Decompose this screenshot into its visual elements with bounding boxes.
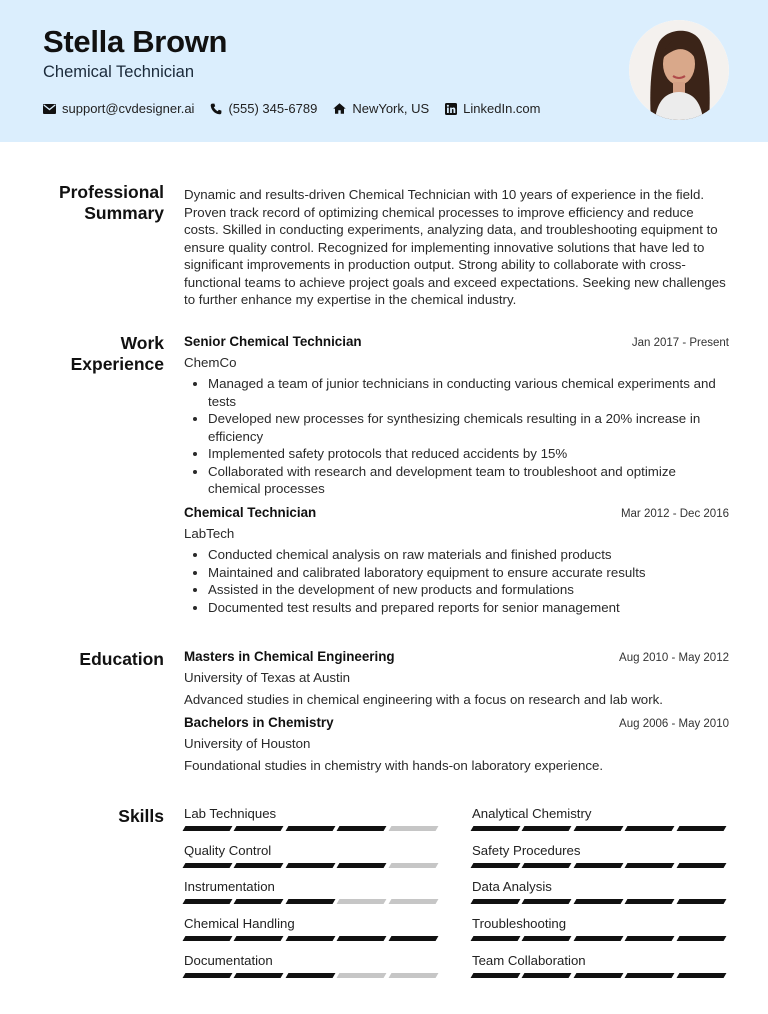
skill-item <box>184 916 441 941</box>
skill-name: Analytical Chemistry <box>472 806 592 821</box>
experience-label-line2: Experience <box>70 354 164 374</box>
list-item: • Managed a team of junior technicians in conducting various chemical experiments and tests <box>208 375 729 410</box>
skill-segment-filled <box>337 863 387 868</box>
skill-segment-filled <box>337 936 387 941</box>
skill-level-bar <box>472 936 729 941</box>
skill-item <box>184 843 441 868</box>
skill-segment-filled <box>337 826 387 831</box>
skill-segment-filled <box>625 973 675 978</box>
linkedin-icon <box>445 103 457 115</box>
home-icon <box>333 103 346 114</box>
skill-segment-filled <box>285 826 335 831</box>
job-title-heading: Chemical Technician <box>43 63 195 81</box>
envelope-icon <box>43 104 56 114</box>
skill-segment-filled <box>183 863 233 868</box>
skill-segment-filled <box>522 826 572 831</box>
header-banner <box>0 0 768 142</box>
contact-phone-text: (555) 345-6789 <box>228 101 318 116</box>
education-section-label: Education <box>79 649 164 669</box>
skill-segment-filled <box>573 863 623 868</box>
skill-segment-filled <box>522 973 572 978</box>
list-item: • Developed new processes for synthesizing chemicals resulting in a 20% increase in efficiency <box>208 410 729 445</box>
skill-segment-filled <box>573 973 623 978</box>
skill-item <box>472 879 729 904</box>
list-item: • Conducted chemical analysis on raw materials and finished products <box>208 546 729 564</box>
degree-title: Masters in Chemical Engineering <box>184 649 395 664</box>
summary-text: Dynamic and results-driven Chemical Technician with 10 years of experience in the field. Proven track record of optimizing chemical processes to improve efficiency and reduce costs. Skilled in conducting experiments, analyzing data, and troubleshooting equipment to ensure quality control. Recognized for implementing innovative solutions that have led to significant improvements in production output. Strong ability to collaborate with cross-functional teams to achieve project goals and exceed expectations. Seeking new challenges to further enhance my expertise in the chemical industry. <box>184 187 726 307</box>
skill-segment-empty <box>388 863 438 868</box>
skill-segment-filled <box>625 899 675 904</box>
skill-name: Documentation <box>184 953 273 968</box>
skill-item <box>184 806 441 831</box>
contact-bar <box>43 101 557 116</box>
job-title: Chemical Technician <box>184 505 317 520</box>
skill-segment-filled <box>234 899 284 904</box>
skill-segment-filled <box>471 899 521 904</box>
experience-section-label <box>71 333 164 375</box>
skill-segment-filled <box>285 973 335 978</box>
skill-segment-filled <box>183 936 233 941</box>
skill-segment-filled <box>471 936 521 941</box>
skills-section-label: Skills <box>118 806 164 826</box>
skill-level-bar <box>472 826 729 831</box>
skill-item <box>472 916 729 941</box>
portrait-image <box>629 20 729 120</box>
skill-level-bar <box>184 936 441 941</box>
contact-location <box>333 101 429 116</box>
skill-level-bar <box>184 826 441 831</box>
skill-segment-filled <box>285 899 335 904</box>
skill-segment-filled <box>183 899 233 904</box>
contact-location-text: NewYork, US <box>352 101 430 116</box>
education-description: Advanced studies in chemical engineering with a focus on research and lab work. <box>184 692 663 707</box>
job-company: LabTech <box>184 525 235 541</box>
summary-label-line2: Summary <box>84 203 164 223</box>
skill-name: Team Collaboration <box>472 953 586 968</box>
skill-segment-filled <box>573 899 623 904</box>
skill-segment-filled <box>471 973 521 978</box>
skill-segment-filled <box>471 863 521 868</box>
skill-segment-filled <box>676 936 726 941</box>
school-name: University of Houston <box>184 735 311 751</box>
list-item: • Maintained and calibrated laboratory equipment to ensure accurate results <box>208 564 729 582</box>
skill-segment-filled <box>471 826 521 831</box>
skill-segment-filled <box>234 826 284 831</box>
skill-item <box>472 806 729 831</box>
skill-segment-filled <box>676 973 726 978</box>
contact-linkedin-text: LinkedIn.com <box>463 101 541 116</box>
skill-segment-filled <box>285 936 335 941</box>
skill-level-bar <box>472 899 729 904</box>
skill-level-bar <box>184 863 441 868</box>
skill-level-bar <box>472 863 729 868</box>
skill-segment-filled <box>676 899 726 904</box>
phone-icon <box>210 103 222 115</box>
job-bullets <box>184 375 729 498</box>
job-entry <box>184 504 729 616</box>
education-entry <box>184 714 729 775</box>
skill-name: Chemical Handling <box>184 916 295 931</box>
skill-name: Troubleshooting <box>472 916 567 931</box>
candidate-name: Stella Brown <box>43 24 228 59</box>
summary-label-line1: Professional <box>58 182 164 202</box>
education-dates: Aug 2010 - May 2012 <box>619 652 729 664</box>
contact-email-text: support@cvdesigner.ai <box>62 101 195 116</box>
job-entry <box>184 333 729 498</box>
skill-item <box>472 843 729 868</box>
profile-photo <box>629 20 729 120</box>
skill-segment-filled <box>676 826 726 831</box>
skill-name: Data Analysis <box>472 879 552 894</box>
contact-linkedin[interactable] <box>445 101 540 116</box>
contact-email[interactable] <box>43 101 194 116</box>
skill-segment-empty <box>337 973 387 978</box>
skill-segment-filled <box>522 936 572 941</box>
list-item: • Assisted in the development of new products and formulations <box>208 581 729 599</box>
skill-segment-filled <box>285 863 335 868</box>
skill-segment-empty <box>388 899 438 904</box>
skill-name: Safety Procedures <box>472 843 581 858</box>
education-description: Foundational studies in chemistry with hands-on laboratory experience. <box>184 758 604 773</box>
skill-name: Instrumentation <box>184 879 275 894</box>
list-item: • Documented test results and prepared reports for senior management <box>208 599 729 617</box>
skill-level-bar <box>184 899 441 904</box>
list-item: • Collaborated with research and development team to troubleshoot and optimize chemical processes <box>208 463 729 498</box>
skill-item <box>184 953 441 978</box>
experience-label-line1: Work <box>120 333 164 353</box>
skill-segment-filled <box>522 863 572 868</box>
skill-segment-empty <box>388 973 438 978</box>
school-name: University of Texas at Austin <box>184 669 351 685</box>
skill-segment-filled <box>183 826 233 831</box>
skill-segment-filled <box>676 863 726 868</box>
skill-segment-filled <box>522 899 572 904</box>
skill-segment-filled <box>234 973 284 978</box>
job-company: ChemCo <box>184 354 237 370</box>
skill-item <box>184 879 441 904</box>
skill-segment-filled <box>625 936 675 941</box>
skill-name: Quality Control <box>184 843 272 858</box>
skill-segment-filled <box>183 973 233 978</box>
contact-phone[interactable] <box>210 101 317 116</box>
skill-level-bar <box>184 973 441 978</box>
skill-level-bar <box>472 973 729 978</box>
list-item: • Implemented safety protocols that reduced accidents by 15% <box>208 445 729 463</box>
skill-segment-filled <box>234 863 284 868</box>
job-title: Senior Chemical Technician <box>184 334 362 349</box>
skill-segment-filled <box>625 863 675 868</box>
skill-segment-filled <box>573 936 623 941</box>
skill-name: Lab Techniques <box>184 806 277 821</box>
summary-section-label <box>59 182 164 224</box>
job-bullets <box>184 546 729 616</box>
degree-title: Bachelors in Chemistry <box>184 715 334 730</box>
skill-segment-empty <box>388 826 438 831</box>
skill-segment-filled <box>388 936 438 941</box>
job-dates: Jan 2017 - Present <box>631 337 729 349</box>
skill-segment-filled <box>573 826 623 831</box>
skill-item <box>472 953 729 978</box>
skill-segment-filled <box>234 936 284 941</box>
job-dates: Mar 2012 - Dec 2016 <box>620 508 729 520</box>
education-dates: Aug 2006 - May 2010 <box>619 718 729 730</box>
skill-segment-filled <box>625 826 675 831</box>
education-entry <box>184 648 729 709</box>
skill-segment-empty <box>337 899 387 904</box>
